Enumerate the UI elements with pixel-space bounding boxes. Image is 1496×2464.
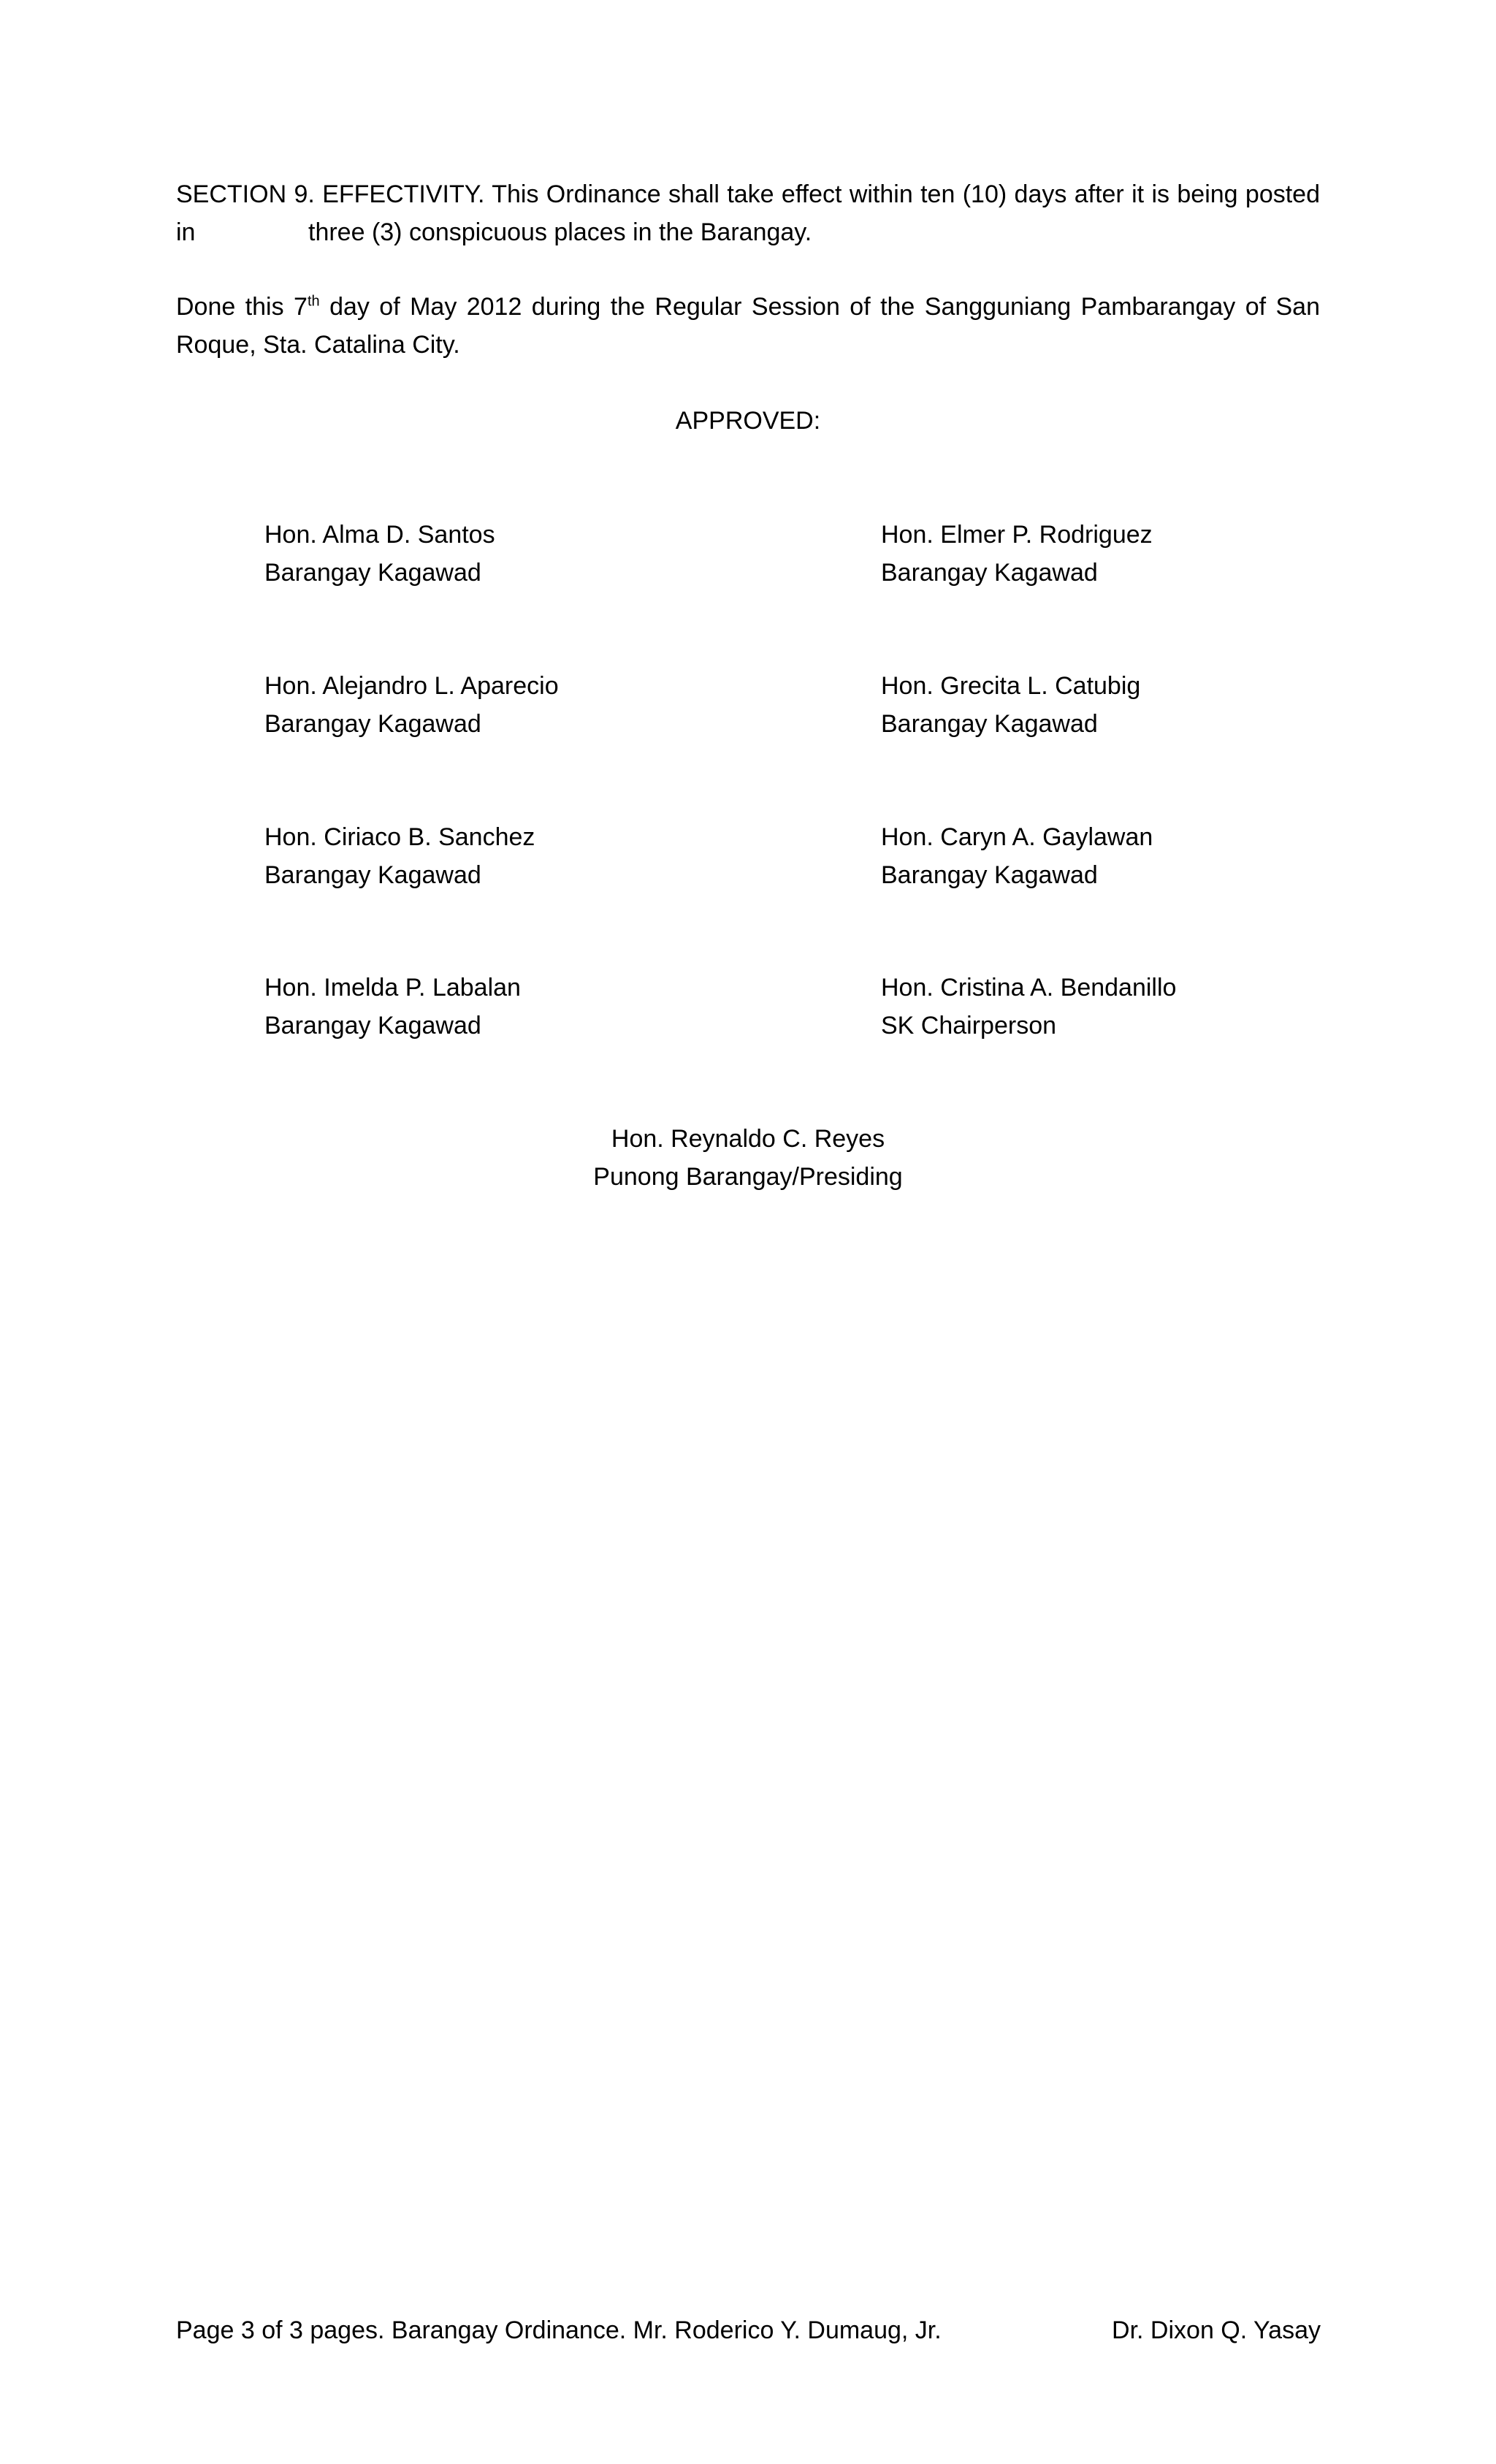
signatory-block	[264, 969, 820, 1045]
signatory-name: Hon. Cristina A. Bendanillo	[881, 974, 1177, 1002]
signatory-title: Barangay Kagawad	[881, 559, 1098, 587]
footer-author: Dr. Dixon Q. Yasay	[1112, 2316, 1321, 2344]
signatory-name: Hon. Caryn A. Gaylawan	[881, 823, 1153, 851]
signatory-name: Hon. Elmer P. Rodriguez	[881, 521, 1153, 549]
signatory-name: Hon. Alejandro L. Aparecio	[264, 672, 559, 700]
signatory-title: Barangay Kagawad	[881, 861, 1098, 889]
signatory-title: Barangay Kagawad	[264, 1012, 481, 1040]
section-9-line-1: SECTION 9. EFFECTIVITY. This Ordinance shall take effect within ten (10) days after it is being posted in	[176, 180, 1320, 246]
presiding-officer-title: Punong Barangay/Presiding	[593, 1163, 903, 1191]
signatory-block	[881, 818, 1436, 894]
footer-page-info: Page 3 of 3 pages. Barangay Ordinance. Mr. Roderico Y. Dumaug, Jr.	[176, 2316, 942, 2344]
done-text-start: Done this 7	[176, 293, 308, 321]
signatory-title: SK Chairperson	[881, 1012, 1057, 1040]
done-paragraph-line-1	[176, 288, 1320, 326]
signatory-title: Barangay Kagawad	[264, 861, 481, 889]
signatory-title: Barangay Kagawad	[264, 710, 481, 738]
signatory-block	[881, 516, 1436, 592]
presiding-officer-name: Hon. Reynaldo C. Reyes	[611, 1125, 885, 1153]
presiding-officer-block	[0, 1120, 1496, 1196]
signatory-title: Barangay Kagawad	[881, 710, 1098, 738]
signatory-block	[881, 969, 1436, 1045]
done-text-end: day of May 2012 during the Regular Session of the Sangguniang Pambarangay of San	[319, 293, 1320, 321]
signatory-block	[264, 818, 820, 894]
signatory-name: Hon. Alma D. Santos	[264, 521, 495, 549]
signatory-block	[264, 667, 820, 743]
section-9-line-2: three (3) conspicuous places in the Barangay.	[308, 218, 812, 246]
signatory-block	[264, 516, 820, 592]
signatory-name: Hon. Imelda P. Labalan	[264, 974, 521, 1002]
signatory-name: Hon. Grecita L. Catubig	[881, 672, 1141, 700]
signatory-title: Barangay Kagawad	[264, 559, 481, 587]
done-ordinal-suffix: th	[307, 293, 320, 310]
signatory-name: Hon. Ciriaco B. Sanchez	[264, 823, 535, 851]
signatory-block	[881, 667, 1436, 743]
approved-label: APPROVED:	[675, 407, 821, 435]
done-paragraph-line-2: Roque, Sta. Catalina City.	[176, 331, 460, 359]
